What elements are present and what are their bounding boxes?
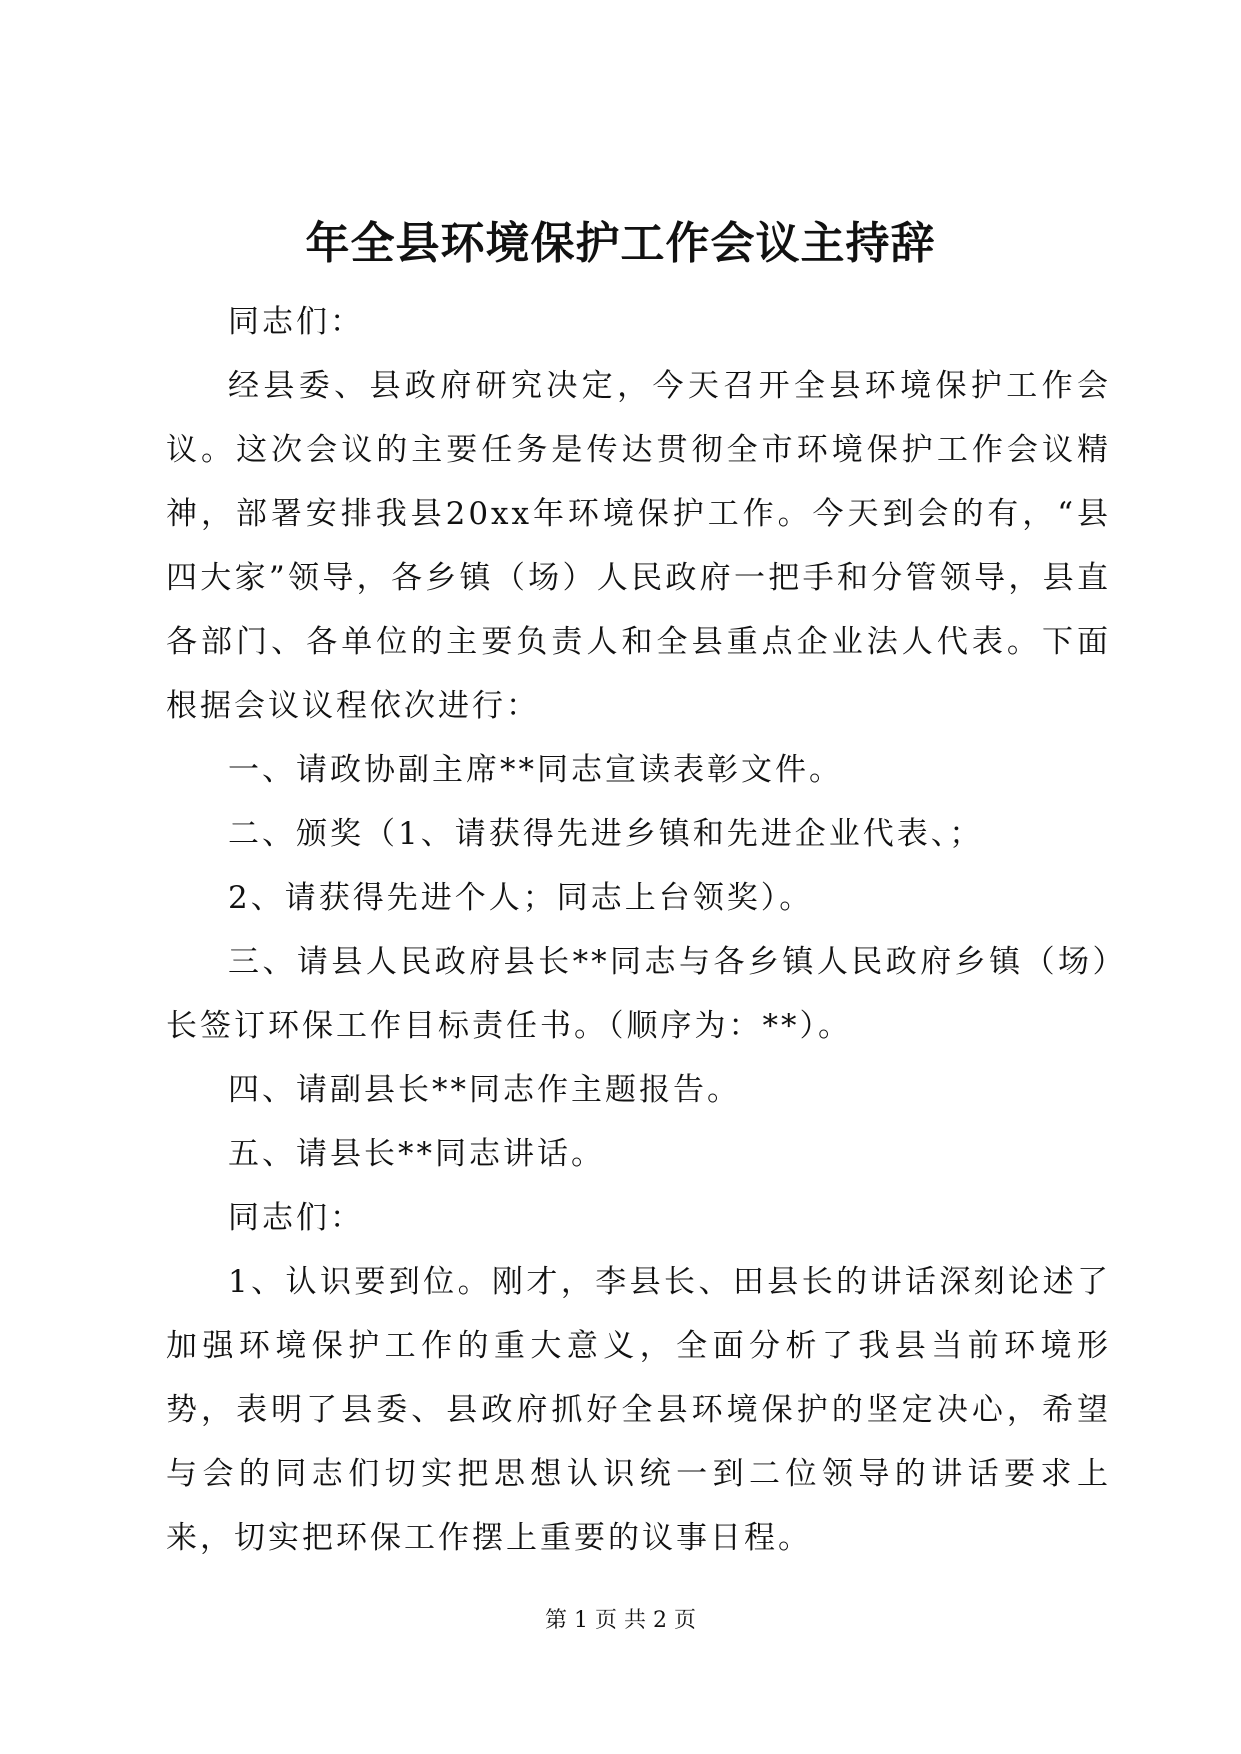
document-title: 年全县环境保护工作会议主持辞 [305,218,936,269]
paragraph-agenda-2-cont: 2、请获得先进个人；同志上台领奖）。 [228,880,814,916]
paragraph-greeting-2: 同志们： [228,1200,364,1236]
paragraph-point-1: 1、认识要到位。刚才，李县长、田县长的讲话深刻论述了加强环境保护工作的重大意义，全面分析了我县当前环境形势，表明了县委、县政府抓好全县环境保护的坚定决心，希望与会的同志们切实把思想认识统一到二位领导的讲话要求上来，切实把环保工作摆上重要的议事日程。 [166,1264,1111,1556]
page-number-indicator: 第 1 页 共 2 页 [545,1608,696,1633]
paragraph-greeting: 同志们： [228,304,364,340]
paragraph-intro: 经县委、县政府研究决定，今天召开全县环境保护工作会议。这次会议的主要任务是传达贯彻全市环境保护工作会议精神，部署安排我县20xx年环境保护工作。今天到会的有，“县四大家”领导，各乡镇（场）人民政府一把手和分管领导，县直各部门、各单位的主要负责人和全县重点企业法人代表。下面根据会议议程依次进行： [166,368,1111,724]
paragraph-agenda-3: 三、请县人民政府县长**同志与各乡镇人民政府乡镇（场）长签订环保工作目标责任书。（顺序为：**）。 [166,944,1111,1044]
page-footer [0,1608,1241,1634]
paragraph-agenda-5: 五、请县长**同志讲话。 [228,1136,605,1172]
paragraph-agenda-1: 一、请政协副主席**同志宣读表彰文件。 [228,752,843,788]
document-body [166,290,1111,1570]
paragraph-agenda-2: 二、颁奖（1、请获得先进乡镇和先进企业代表、； [228,816,984,852]
paragraph-agenda-4: 四、请副县长**同志作主题报告。 [228,1072,741,1108]
